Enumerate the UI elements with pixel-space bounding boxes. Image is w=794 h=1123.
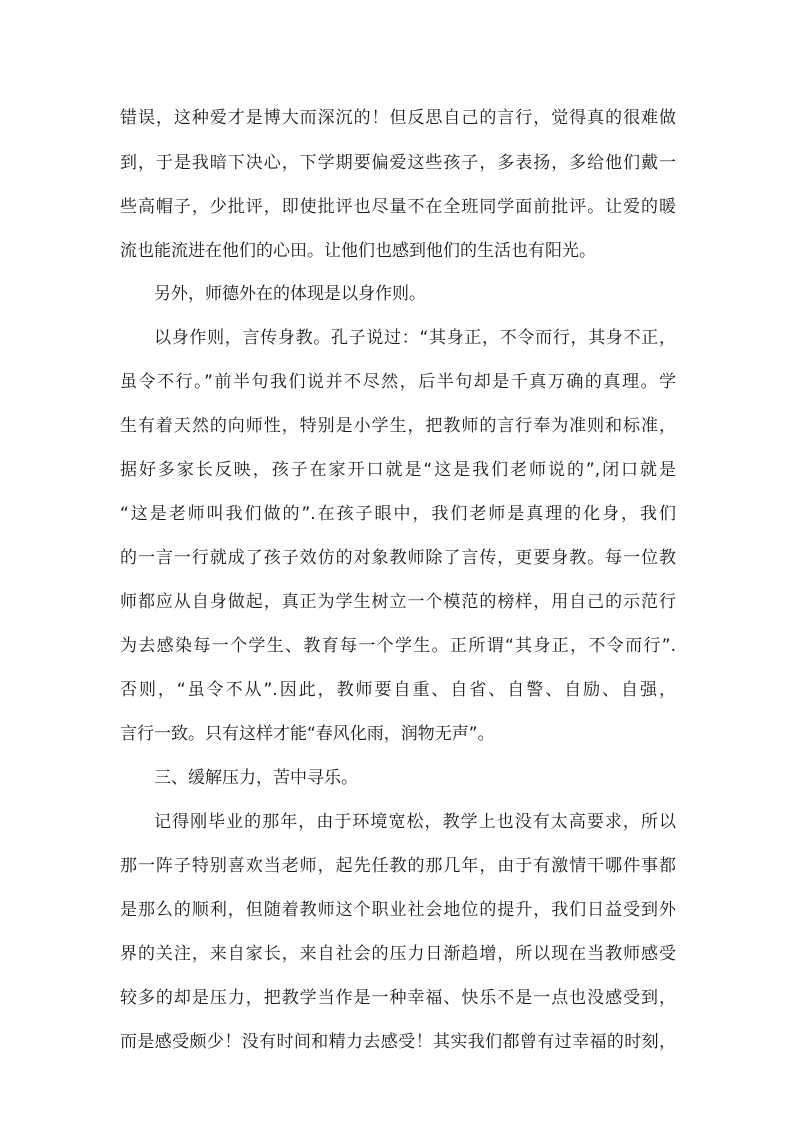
text-line: 到，于是我暗下决心，下学期要偏爱这些孩子，多表扬，多给他们戴一	[120, 153, 676, 173]
text-line: 的一言一行就成了孩子效仿的对象教师除了言传，更要身教。每一位教	[120, 548, 676, 568]
text-line: 生有着天然的向师性，特别是小学生，把教师的言行奉为准则和标准，	[120, 416, 676, 436]
text-line: 些高帽子，少批评，即使批评也尽量不在全班同学面前批评。让爱的暖	[120, 197, 676, 217]
text-line: 较多的却是压力，把教学当作是一种幸福、快乐不是一点也没感受到，	[120, 988, 676, 1008]
text-line: 界的关注，来自家长，来自社会的压力日渐趋增，所以现在当教师感受	[120, 944, 676, 964]
text-line: 错误，这种爱才是博大而深沉的！但反思自己的言行，觉得真的很难做	[120, 108, 676, 128]
text-line: 否则，“虽令不从”.因此，教师要自重、自省、自警、自励、自强，	[120, 680, 676, 700]
text-line: 以身作则，言传身教。孔子说过：“其身正，不令而行，其身不正，	[154, 328, 676, 348]
text-line: 另外，师德外在的体现是以身作则。	[154, 284, 426, 304]
text-line: 是那么的顺利，但随着教师这个职业社会地位的提升，我们日益受到外	[120, 900, 676, 920]
text-line: 为去感染每一个学生、教育每一个学生。正所谓“其身正，不令而行”.	[120, 636, 676, 656]
text-line: 那一阵子特别喜欢当老师，起先任教的那几年，由于有激情干哪件事都	[120, 856, 676, 876]
text-line: 而是感受颇少！没有时间和精力去感受！其实我们都曾有过幸福的时刻，	[120, 1032, 676, 1052]
text-line: “这是老师叫我们做的”.在孩子眼中，我们老师是真理的化身，我们	[120, 504, 676, 524]
text-line: 虽令不行。”前半句我们说并不尽然，后半句却是千真万确的真理。学	[120, 372, 676, 392]
text-line: 据好多家长反映，孩子在家开口就是“这是我们老师说的”,闭口就是	[120, 460, 676, 480]
text-line: 言行一致。只有这样才能“春风化雨，润物无声”。	[120, 724, 495, 744]
text-line: 流也能流进在他们的心田。让他们也感到他们的生活也有阳光。	[120, 241, 596, 261]
text-line: 记得刚毕业的那年，由于环境宽松，教学上也没有太高要求，所以	[154, 812, 676, 832]
text-line: 师都应从自身做起，真正为学生树立一个模范的榜样，用自己的示范行	[120, 592, 676, 612]
section-heading: 三、缓解压力，苦中寻乐。	[154, 768, 358, 788]
